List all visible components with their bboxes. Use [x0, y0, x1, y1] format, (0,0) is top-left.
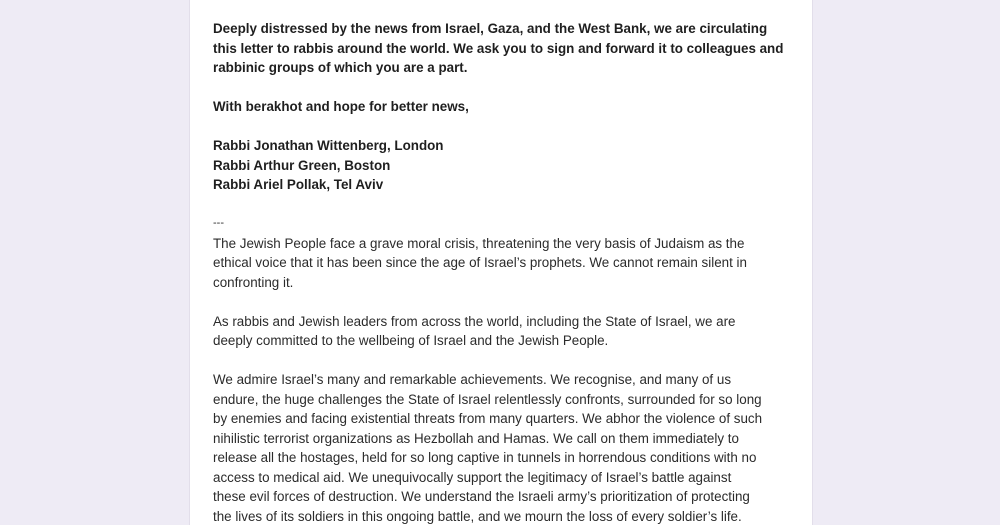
- signatory-3: Rabbi Ariel Pollak, Tel Aviv: [213, 177, 384, 192]
- signatory-1: Rabbi Jonathan Wittenberg, London: [213, 138, 444, 153]
- body-paragraph-3: We admire Israel’s many and remarkable achievements. We recognise, and many of us endure, the huge challenges the State of Israel relentlessly confronts, surrounded for so long by enemies and facing existential threats from many quarters. We abhor the violence of such nihilistic terrorist organizations as Hezbollah and Hamas. We call on them immediately to release all the hostages, held for so long captive in tunnels in horrendous conditions with no access to medical aid. We unequivocally support the legitimacy of Israel’s battle against these evil forces of destruction. We understand the Israeli army’s prioritization of protecting the lives of its soldiers in this ongoing battle, and we mourn the loss of every soldier’s life.: [213, 372, 763, 524]
- signatory-2: Rabbi Arthur Green, Boston: [213, 157, 391, 173]
- intro-paragraph: Deeply distressed by the news from Israel, Gaza, and the West Bank, we are circulating this letter to rabbis around the world. We ask you to sign and forward it to colleagues and rabbinic groups of which you are a part.: [213, 21, 784, 75]
- body-paragraph-1: The Jewish People face a grave moral crisis, threatening the very basis of Judaism as the ethical voice that it has been since the age of Israel’s prophets. We cannot remain silent in confronting it.: [213, 235, 747, 290]
- document-page: [189, 0, 813, 525]
- signatory-list: [213, 136, 797, 195]
- letter-content: [213, 19, 797, 525]
- greeting-line: With berakhot and hope for better news,: [213, 99, 469, 114]
- body-paragraph-2: As rabbis and Jewish leaders from across the world, including the State of Israel, we are deeply committed to the wellbeing of Israel and the Jewish People.: [213, 313, 736, 348]
- separator: ---: [213, 217, 224, 229]
